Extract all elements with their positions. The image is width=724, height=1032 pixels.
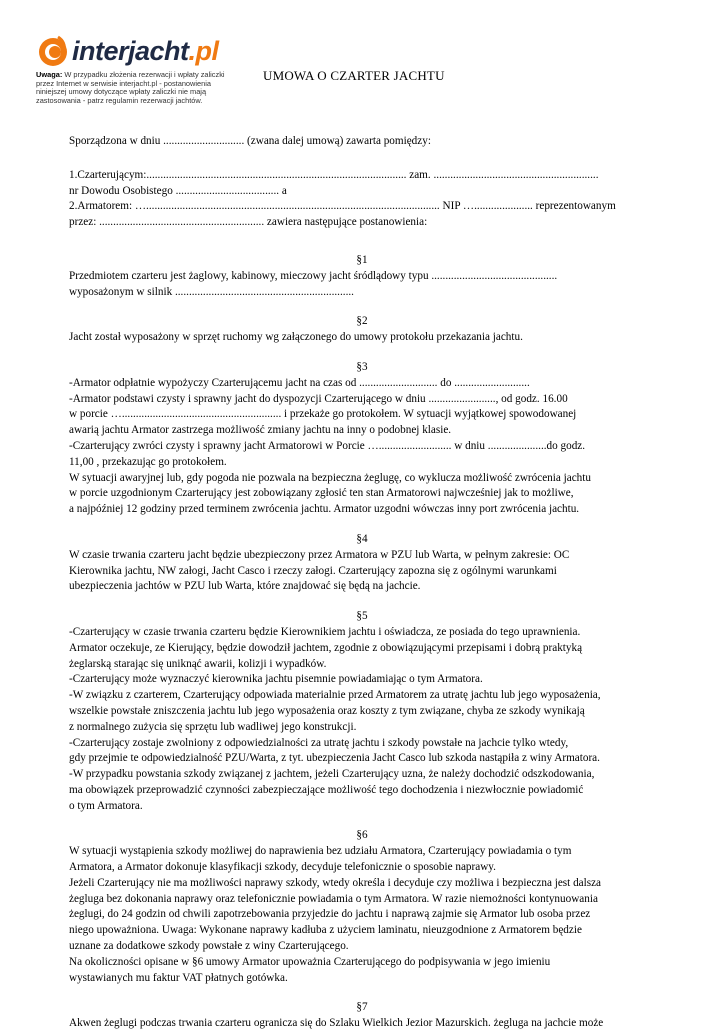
sections [69, 253, 655, 1032]
logo [36, 30, 236, 72]
section-line: wyposażonym w silnik ................................................................ [69, 285, 354, 298]
document-title: UMOWA O CZARTER JACHTU [263, 68, 445, 83]
notice-text: W przypadku złożenia rezerwacji i wpłaty zaliczki przez Internet w serwisie interjacht.pl - postanowienia niniejszej umowy dotyczące wpłaty zaliczki nie mają zastosowania - patrz regulamin rezerwacji jachtów. [36, 70, 225, 105]
notice-label: Uwaga: [36, 70, 63, 79]
intro-line: nr Dowodu Osobistego ..................................... a [69, 184, 287, 197]
section-line: W sytuacji wystąpienia szkody możliwej do naprawienia bez udziału Armatora, Czarterujący powiadamia o tym [69, 845, 572, 858]
section-line: -Czarterujący zwróci czysty i sprawny jacht Armatorowi w Porcie ….......................... w dniu .....................do godz. [69, 439, 586, 452]
section-line: Armator oczekuje, ze Kierujący, będzie dowodził jachtem, zgodnie z obowiązującymi przepisami i dobrą praktyką [69, 641, 583, 654]
intro-line: 2.Armatorem: …......................................................................................................... NIP …..................... reprezentowanym [69, 200, 616, 213]
logo-icon [36, 34, 70, 68]
section-line: awarią jachtu Armator zastrzega możliwość zmiany jachtu na inny o podobnej klasie. [69, 424, 452, 437]
section-heading: §5 [356, 610, 368, 623]
section-heading: §1 [356, 253, 368, 266]
section-line: uznane za dodatkowe szkody powstałe z winy Czarterującego. [69, 940, 349, 953]
logo-text [72, 36, 219, 67]
notice [36, 71, 236, 105]
section-line: W sytuacji awaryjnej lub, gdy pogoda nie pozwala na bezpieczna żeglugę, co wyklucza możliwość zwrócenia jachtu [69, 471, 591, 484]
section-line: w porcie …......................................................... i przekaże go protokołem. W sytuacji wyjątkowej spowodowanej [69, 408, 577, 421]
section-line: wystawianych mu faktur VAT płatnych gotówka. [69, 971, 288, 984]
section-heading: §4 [356, 532, 368, 545]
section-line: o tym Armatora. [69, 799, 143, 812]
section-line: Jacht został wyposażony w sprzęt ruchomy wg załączonego do umowy protokołu przekazania jachtu. [69, 331, 523, 344]
section-line: Na okoliczności opisane w §6 umowy Armator upoważnia Czarterującego do podpisywania w jego imieniu [69, 955, 551, 968]
logo-brand: interjacht [72, 35, 189, 66]
section-line: Armatora, a Armator dokonuje klasyfikacji szkody, decyduje telefonicznie o sposobie naprawy. [69, 861, 496, 874]
section-line: a najpóźniej 12 godziny przed terminem zwrócenia jachtu. Armator uzgodni wówczas inny port zwrócenia jachtu. [69, 503, 580, 516]
section-heading: §6 [356, 829, 368, 842]
section-line: żeglugi, do 24 godzin od chwili zapotrzebowania przyjedzie do jachtu i naprawą zajmie się Armator lub osoba przez [69, 908, 591, 921]
section-line: -Armator podstawi czysty i sprawny jacht do dyspozycji Czarterującego w dniu ........................, od godz. 16.00 [69, 392, 568, 405]
section-line: niego upoważniona. Uwaga: Wykonane naprawy kadłuba z użyciem laminatu, nieuzgodnione z Armatorem będzie [69, 924, 582, 937]
section-heading: §3 [356, 360, 368, 373]
section-line: 11,00 , przekazując go protokołem. [69, 455, 227, 468]
section-line: Kierownika jachtu, NW załogi, Jacht Casco i rzeczy załogi. Czarterujący zapozna się z ogólnymi warunkami [69, 564, 557, 577]
header [36, 30, 236, 105]
section-line: Akwen żeglugi podczas trwania czarteru ogranicza się do Szlaku Wielkich Jezior Mazurskich. żegluga na jachcie może [69, 1017, 604, 1030]
section-line: w porcie uzgodnionym Czarterujący jest zobowiązany zgłosić ten stan Armatorowi najwcześniej jak to możliwe, [69, 487, 574, 500]
intro-line: przez: ........................................................... zawiera następujące postanowienia: [69, 216, 428, 229]
section-line: Jeżeli Czarterujący nie ma możliwości naprawy szkody, wtedy określa i decyduje czy możliwa i bezpieczna jest dalsza [69, 876, 602, 889]
section-heading: §2 [356, 315, 368, 328]
section-line: gdy przejmie te odpowiedzialność PZU/Warta, z tyt. ubezpieczenia Jacht Casco lub szkoda nastąpiła z winy Armatora. [69, 752, 600, 765]
logo-tld: .pl [188, 35, 219, 66]
section-line: żegluga bez dokonania naprawy oraz telefonicznie powiadamia o tym Armatora. W razie niemożności kontynuowania [69, 892, 598, 905]
section-line: wszelkie powstałe zniszczenia jachtu lub jego wyposażenia oraz koszty z tym związane, chyba ze szkody wynikają [69, 704, 585, 717]
section-line: ma obowiązek przeprowadzić czynności zabezpieczające możliwość tego dochodzenia i niezwłocznie powiadomić [69, 783, 584, 796]
section-line: -Czarterujący w czasie trwania czarteru będzie Kierownikiem jachtu i oświadcza, ze posiada do tego uprawnienia. [69, 625, 581, 638]
intro-line: 1.Czarterującym:............................................................................................. zam. ........................................................... [69, 168, 599, 181]
section-line: W czasie trwania czarteru jacht będzie ubezpieczony przez Armatora w PZU lub Warta, w pełnym zakresie: OC [69, 548, 570, 561]
intro-line: Sporządzona w dniu ............................. (zwana dalej umową) zawarta pomiędzy: [69, 135, 431, 147]
section-line: -W przypadku powstania szkody związanej z jachtem, jeżeli Czarterujący uzna, że należy dochodzić odszkodowania, [69, 768, 595, 781]
section-line: -Armator odpłatnie wypożyczy Czarterującemu jacht na czas od ............................ do ........................... [69, 376, 530, 389]
section-line: Przedmiotem czarteru jest żaglowy, kabinowy, mieczowy jacht śródlądowy typu ............................................. [69, 269, 558, 282]
section-heading: §7 [356, 1001, 368, 1014]
section-line: z normalnego zużycia się sprzętu lub wadliwej jego konstrukcji. [69, 720, 357, 733]
document-body [69, 134, 655, 1032]
section-line: ubezpieczenia jachtów w PZU lub Warta, które znajdować się będą na jachcie. [69, 580, 421, 593]
section-line: -W związku z czarterem, Czarterujący odpowiada materialnie przed Armatorem za utratę jachtu lub jego wyposażenia, [69, 689, 601, 702]
section-line: -Czarterujący zostaje zwolniony z odpowiedzialności za utratę jachtu i szkody powstałe na jachcie tylko wtedy, [69, 736, 569, 749]
section-line: żeglarską starając się uniknąć awarii, kolizji i wypadków. [69, 657, 327, 670]
section-line: -Czarterujący może wyznaczyć kierownika jachtu pisemnie powiadamiając o tym Armatora. [69, 673, 483, 686]
